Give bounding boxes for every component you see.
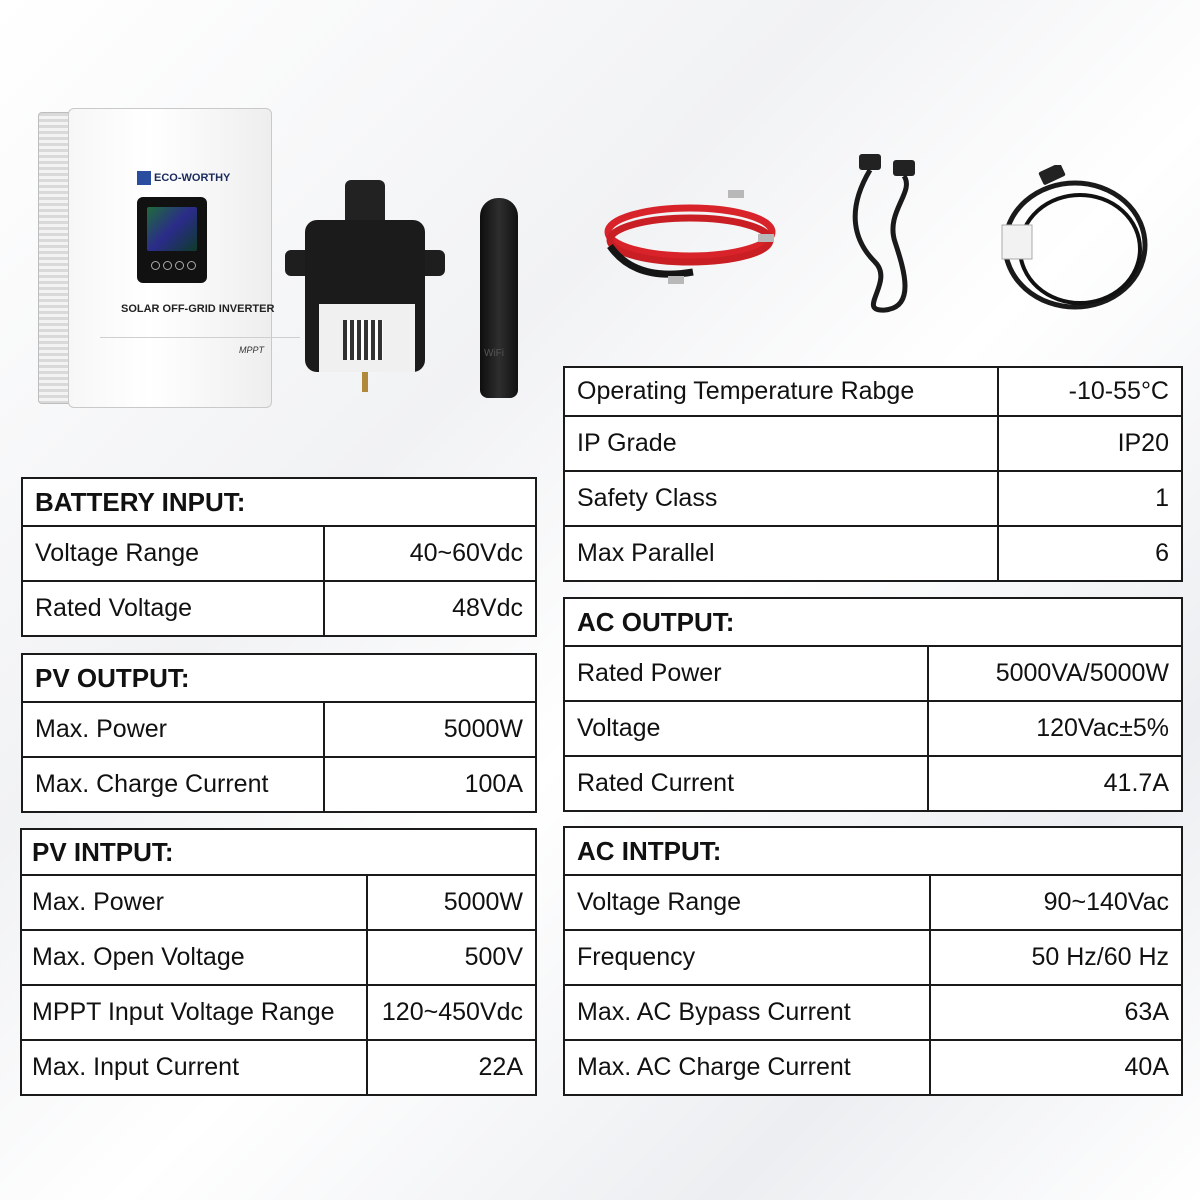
table-row xyxy=(22,581,536,636)
table-row xyxy=(564,646,1182,701)
spec-label: Max. Power xyxy=(22,702,324,757)
table-heading: PV OUTPUT: xyxy=(22,654,536,702)
spec-label: Max. Open Voltage xyxy=(21,930,367,985)
table-row xyxy=(21,985,536,1040)
spec-value: 120Vac±5% xyxy=(928,701,1182,756)
battery-input-table xyxy=(21,477,537,637)
table-row xyxy=(21,930,536,985)
network-cable xyxy=(1020,195,1140,303)
table-heading: AC INTPUT: xyxy=(564,827,1182,875)
table-row xyxy=(564,367,1182,416)
table-row xyxy=(564,756,1182,811)
serial-cable-image xyxy=(845,152,925,317)
table-row xyxy=(564,701,1182,756)
table-heading: BATTERY INPUT: xyxy=(22,478,536,526)
table-row xyxy=(564,471,1182,526)
wifi-dongle-image xyxy=(285,180,445,405)
spec-value: 63A xyxy=(930,985,1182,1040)
table-row xyxy=(564,930,1182,985)
ac-input-table xyxy=(563,826,1183,1096)
dongle-sticker xyxy=(319,304,415,372)
spec-value: 500V xyxy=(367,930,536,985)
network-cable-image xyxy=(1000,165,1150,313)
spec-label: Max. AC Bypass Current xyxy=(564,985,930,1040)
spec-value: 1 xyxy=(998,471,1182,526)
table-row xyxy=(564,875,1182,930)
table-heading: AC OUTPUT: xyxy=(564,598,1182,646)
spec-label: Operating Temperature Rabge xyxy=(564,367,998,416)
spec-label: Voltage xyxy=(564,701,928,756)
spec-value: 5000W xyxy=(324,702,536,757)
button-icon xyxy=(187,261,196,270)
inverter-display xyxy=(137,197,207,283)
table-row xyxy=(564,526,1182,581)
table-row xyxy=(564,416,1182,471)
spec-label: Max. Power xyxy=(21,875,367,930)
antenna-image xyxy=(474,198,524,398)
spec-label: Rated Voltage xyxy=(22,581,324,636)
spec-value: 40~60Vdc xyxy=(324,526,536,581)
divider xyxy=(100,337,300,338)
qr-code-icon xyxy=(343,320,383,360)
cable-tag xyxy=(1002,225,1032,259)
table-row xyxy=(22,757,536,812)
spec-label: Max. AC Charge Current xyxy=(564,1040,930,1095)
spec-label: Max Parallel xyxy=(564,526,998,581)
dongle-body xyxy=(305,220,425,372)
table-heading: PV INTPUT: xyxy=(21,829,536,875)
spec-value: IP20 xyxy=(998,416,1182,471)
inverter-image xyxy=(38,108,275,406)
spec-value: 41.7A xyxy=(928,756,1182,811)
spec-value: 120~450Vdc xyxy=(367,985,536,1040)
spec-label: MPPT Input Voltage Range xyxy=(21,985,367,1040)
db9-connector-icon xyxy=(893,160,915,176)
spec-value: 48Vdc xyxy=(324,581,536,636)
spec-value: 100A xyxy=(324,757,536,812)
table-row xyxy=(22,702,536,757)
spec-label: Rated Power xyxy=(564,646,928,701)
antenna-text: WiFi xyxy=(484,348,504,359)
terminal-icon xyxy=(668,276,684,284)
lcd-screen xyxy=(147,207,197,251)
inverter-front xyxy=(68,108,275,408)
spec-value: 50 Hz/60 Hz xyxy=(930,930,1182,985)
serial-cable xyxy=(855,170,906,310)
brand-logo xyxy=(137,171,230,185)
spec-value: -10-55°C xyxy=(998,367,1182,416)
antenna-body xyxy=(480,198,518,398)
table-row xyxy=(21,1040,536,1095)
solar-panel-icon xyxy=(137,171,151,185)
spec-label: Max. Input Current xyxy=(21,1040,367,1095)
pv-input-table xyxy=(20,828,537,1096)
table-row xyxy=(21,875,536,930)
dongle-antenna-port xyxy=(362,372,368,392)
ac-output-table xyxy=(563,597,1183,812)
spec-value: 5000W xyxy=(367,875,536,930)
spec-value: 6 xyxy=(998,526,1182,581)
spec-label: Max. Charge Current xyxy=(22,757,324,812)
spec-label: Safety Class xyxy=(564,471,998,526)
button-icon xyxy=(175,261,184,270)
terminal-icon xyxy=(728,190,744,198)
inverter-label: SOLAR OFF-GRID INVERTER xyxy=(121,303,275,315)
button-icon xyxy=(163,261,172,270)
table-row xyxy=(564,1040,1182,1095)
general-spec-table xyxy=(563,366,1183,582)
db9-connector-icon xyxy=(859,154,881,170)
battery-cables-image xyxy=(598,182,783,300)
terminal-icon xyxy=(758,234,774,242)
spec-value: 40A xyxy=(930,1040,1182,1095)
spec-label: Rated Current xyxy=(564,756,928,811)
brand-name: ECO-WORTHY xyxy=(154,171,231,184)
table-row xyxy=(22,526,536,581)
spec-value: 5000VA/5000W xyxy=(928,646,1182,701)
table-row xyxy=(564,985,1182,1040)
mppt-badge: MPPT xyxy=(239,345,265,355)
pv-output-table xyxy=(21,653,537,813)
spec-value: 90~140Vac xyxy=(930,875,1182,930)
spec-label: IP Grade xyxy=(564,416,998,471)
spec-value: 22A xyxy=(367,1040,536,1095)
spec-label: Voltage Range xyxy=(22,526,324,581)
spec-label: Voltage Range xyxy=(564,875,930,930)
spec-label: Frequency xyxy=(564,930,930,985)
button-icon xyxy=(151,261,160,270)
